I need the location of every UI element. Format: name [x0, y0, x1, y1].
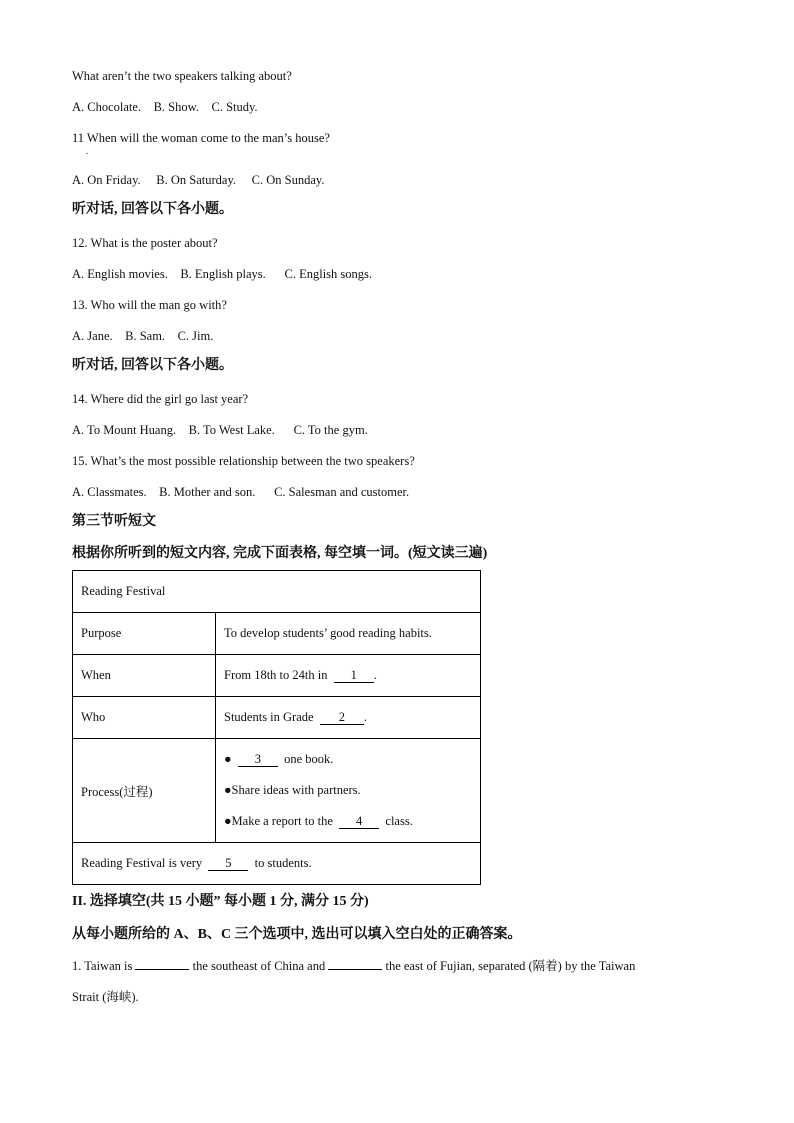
option-c: C. Study.	[211, 100, 258, 114]
process-step-3-suffix: class.	[385, 814, 413, 828]
when-value: From 18th to 24th in 1 .	[216, 655, 481, 697]
option-a: A. Classmates.	[72, 485, 147, 499]
blank-2: 2	[320, 710, 364, 725]
process-value	[216, 739, 481, 843]
option-c: C. English songs.	[284, 267, 373, 281]
option-b: B. On Saturday.	[156, 173, 237, 187]
question-11-options	[72, 172, 324, 188]
process-step-1-suffix: one book.	[284, 752, 334, 766]
option-b: B. Mother and son.	[159, 485, 256, 499]
table-title: Reading Festival	[73, 571, 481, 613]
question-1-line-2: Strait (海峡).	[72, 990, 139, 1004]
question-prev-text: What aren’t the two speakers talking about?	[72, 69, 292, 83]
dialog-heading-1: 听对话, 回答以下各小题。	[72, 202, 233, 217]
who-prefix: Students in Grade	[224, 710, 314, 724]
bullet-icon: ●	[224, 752, 232, 766]
option-a: A. On Friday.	[72, 173, 141, 187]
blank-5: 5	[208, 856, 248, 871]
process-step-1	[224, 744, 472, 775]
answer-blank	[135, 969, 189, 970]
question-14-options	[72, 422, 368, 438]
question-15-text: 15. What’s the most possible relationship between the two speakers?	[72, 454, 415, 468]
table-row	[73, 739, 481, 843]
question-1-line-1	[72, 958, 635, 974]
question-1-part-c: the east of Fujian, separated (隔着) by the Taiwan	[385, 959, 636, 973]
process-step-3-prefix: ●Make a report to the	[224, 814, 333, 828]
dialog-heading-2: 听对话, 回答以下各小题。	[72, 358, 233, 373]
section-3-title: 第三节听短文	[72, 514, 156, 529]
question-12-text: 12. What is the poster about?	[72, 236, 218, 250]
question-prev-options	[72, 99, 258, 115]
blank-3: 3	[238, 752, 278, 767]
question-12-options	[72, 266, 372, 282]
option-c: C. Jim.	[177, 329, 214, 343]
footer-suffix: to students.	[254, 856, 312, 870]
question-15-options	[72, 484, 409, 500]
question-13-options	[72, 328, 213, 344]
option-c: C. To the gym.	[293, 423, 368, 437]
who-label: Who	[73, 697, 216, 739]
process-step-2: ●Share ideas with partners.	[224, 783, 361, 797]
option-c: C. Salesman and customer.	[274, 485, 410, 499]
process-step-3	[224, 806, 472, 837]
answer-blank	[328, 969, 382, 970]
question-1-part-b: the southeast of China and	[192, 959, 326, 973]
table-row	[73, 613, 481, 655]
table-row	[73, 697, 481, 739]
part-2-title: II. 选择填空(共 15 小题” 每小题 1 分, 满分 15 分)	[72, 894, 369, 909]
option-b: B. Sam.	[125, 329, 166, 343]
option-b: B. Show.	[153, 100, 199, 114]
process-label: Process(过程)	[73, 739, 216, 843]
part-2-instruction: 从每小题所给的 A、B、C 三个选项中, 选出可以填入空白处的正确答案。	[72, 927, 522, 942]
question-13-text: 13. Who will the man go with?	[72, 298, 227, 312]
purpose-value: To develop students’ good reading habits.	[216, 613, 481, 655]
option-b: B. To West Lake.	[188, 423, 275, 437]
when-prefix: From 18th to 24th in	[224, 668, 328, 682]
reading-festival-table	[72, 570, 481, 885]
option-a: A. English movies.	[72, 267, 168, 281]
purpose-label: Purpose	[73, 613, 216, 655]
blank-4: 4	[339, 814, 379, 829]
option-b: B. English plays.	[180, 267, 266, 281]
table-footer	[73, 843, 481, 885]
blank-1: 1	[334, 668, 374, 683]
footer-prefix: Reading Festival is very	[81, 856, 203, 870]
when-label: When	[73, 655, 216, 697]
table-row	[73, 655, 481, 697]
question-14-text: 14. Where did the girl go last year?	[72, 392, 249, 406]
question-11-text: 11 When will the woman come to the man’s house?	[72, 131, 330, 145]
option-a: A. Jane.	[72, 329, 113, 343]
stray-mark: .	[86, 146, 89, 156]
option-c: C. On Sunday.	[251, 173, 325, 187]
option-a: A. Chocolate.	[72, 100, 142, 114]
table-row	[73, 571, 481, 613]
table-row	[73, 843, 481, 885]
section-3-instruction: 根据你所听到的短文内容, 完成下面表格, 每空填一词。(短文读三遍)	[72, 546, 488, 561]
who-value: Students in Grade 2 .	[216, 697, 481, 739]
question-1-part-a: 1. Taiwan is	[72, 959, 133, 973]
option-a: A. To Mount Huang.	[72, 423, 177, 437]
